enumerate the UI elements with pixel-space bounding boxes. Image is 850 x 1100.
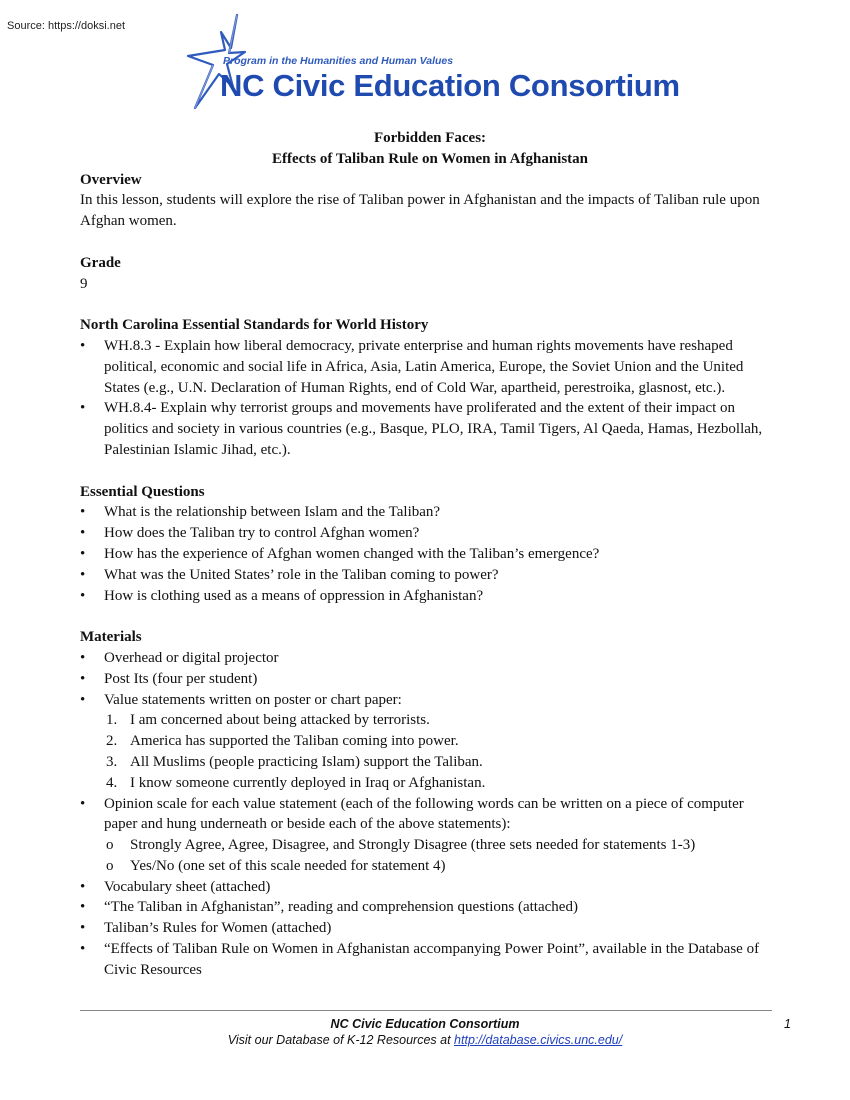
questions-list: [80, 502, 780, 606]
statement-item: [80, 710, 780, 731]
statement-item: [80, 773, 780, 794]
statement-item: [80, 731, 780, 752]
materials-heading: Materials: [80, 629, 142, 646]
nc-civic-logo: [183, 12, 680, 112]
document-title: [80, 128, 780, 170]
grade-heading: Grade: [80, 254, 121, 271]
list-item: • Overhead or digital projector: [80, 648, 780, 669]
list-item: • WH.8.3 - Explain how liberal democracy, private enterprise and human rights movements have reshaped political, economic and social life in Africa, Asia, Latin America, Europe, the Soviet Union and the United States (e.g., U.N. Declaration of Human Rights, end of Cold War, apartheid, perestroika, glasnost, etc.).: [80, 336, 780, 398]
scale-text: Yes/No (one set of this scale needed for statement 4): [130, 857, 446, 874]
statement-text: I am concerned about being attacked by terrorists.: [130, 712, 430, 729]
statement-text: All Muslims (people practicing Islam) support the Taliban.: [130, 753, 483, 770]
statement-number: 1.: [106, 712, 118, 729]
standards-heading: North Carolina Essential Standards for World History: [80, 317, 429, 334]
statement-text: America has supported the Taliban coming into power.: [130, 733, 459, 750]
list-item: • Vocabulary sheet (attached): [80, 877, 780, 898]
statement-text: I know someone currently deployed in Iraq or Afghanistan.: [130, 774, 486, 791]
list-item: • How is clothing used as a means of oppression in Afghanistan?: [80, 586, 780, 607]
list-item: • “Effects of Taliban Rule on Women in Afghanistan accompanying Power Point”, available in the Database of Civic Resources: [80, 939, 780, 981]
scale-item: [80, 835, 780, 856]
scale-marker: o: [106, 837, 114, 854]
list-item: • “The Taliban in Afghanistan”, reading and comprehension questions (attached): [80, 897, 780, 918]
list-item: • WH.8.4- Explain why terrorist groups and movements have proliferated and the extent of their impact on politics and society in various countries (e.g., Basque, PLO, IRA, Tamil Tigers, Al Qaeda, Hamas, Hezbollah, Palestinian Islamic Jihad, etc.).: [80, 398, 780, 460]
scale-marker: o: [106, 857, 114, 874]
statement-item: [80, 752, 780, 773]
overview-text: In this lesson, students will explore the rise of Taliban power in Afghanistan and the impacts of Taliban rule upon Afghan women.: [80, 192, 760, 230]
statement-number: 4.: [106, 774, 118, 791]
list-item: • What is the relationship between Islam and the Taliban?: [80, 502, 780, 523]
overview-heading: Overview: [80, 171, 142, 188]
questions-heading: Essential Questions: [80, 483, 205, 500]
list-item: • Post Its (four per student): [80, 669, 780, 690]
logo-tagline: Program in the Humanities and Human Values: [223, 55, 454, 67]
title-line-2: Effects of Taliban Rule on Women in Afghanistan: [271, 150, 589, 167]
materials-list: [80, 648, 780, 981]
list-item: • Opinion scale for each value statement (each of the following words can be written on a piece of computer paper and hung underneath or beside each of the above statements):: [80, 794, 780, 836]
footer-visit-text: Visit our Database of K-12 Resources at: [227, 1033, 455, 1047]
list-item: • How has the experience of Afghan women changed with the Taliban’s emergence?: [80, 544, 780, 565]
footer-visit: [0, 1032, 850, 1049]
standards-list: [80, 336, 780, 461]
logo-name: NC Civic Education Consortium: [220, 68, 680, 103]
page-number: 1: [784, 1017, 791, 1031]
list-item: • Value statements written on poster or chart paper:: [80, 690, 780, 711]
scale-item: [80, 856, 780, 877]
database-link[interactable]: http://database.civics.unc.edu/: [454, 1033, 623, 1047]
lesson-content: [80, 128, 780, 981]
statement-number: 3.: [106, 753, 118, 770]
footer-org: NC Civic Education Consortium: [330, 1017, 520, 1031]
statement-number: 2.: [106, 733, 118, 750]
list-item: • Taliban’s Rules for Women (attached): [80, 918, 780, 939]
scale-text: Strongly Agree, Agree, Disagree, and Strongly Disagree (three sets needed for statements 1-3): [130, 837, 696, 854]
list-item: • What was the United States’ role in the Taliban coming to power?: [80, 565, 780, 586]
title-line-1: Forbidden Faces:: [373, 130, 487, 146]
grade-value: 9: [80, 275, 88, 292]
source-label: Source: https://doksi.net: [7, 20, 126, 32]
footer-divider: [80, 1010, 772, 1011]
list-item: • How does the Taliban try to control Afghan women?: [80, 523, 780, 544]
